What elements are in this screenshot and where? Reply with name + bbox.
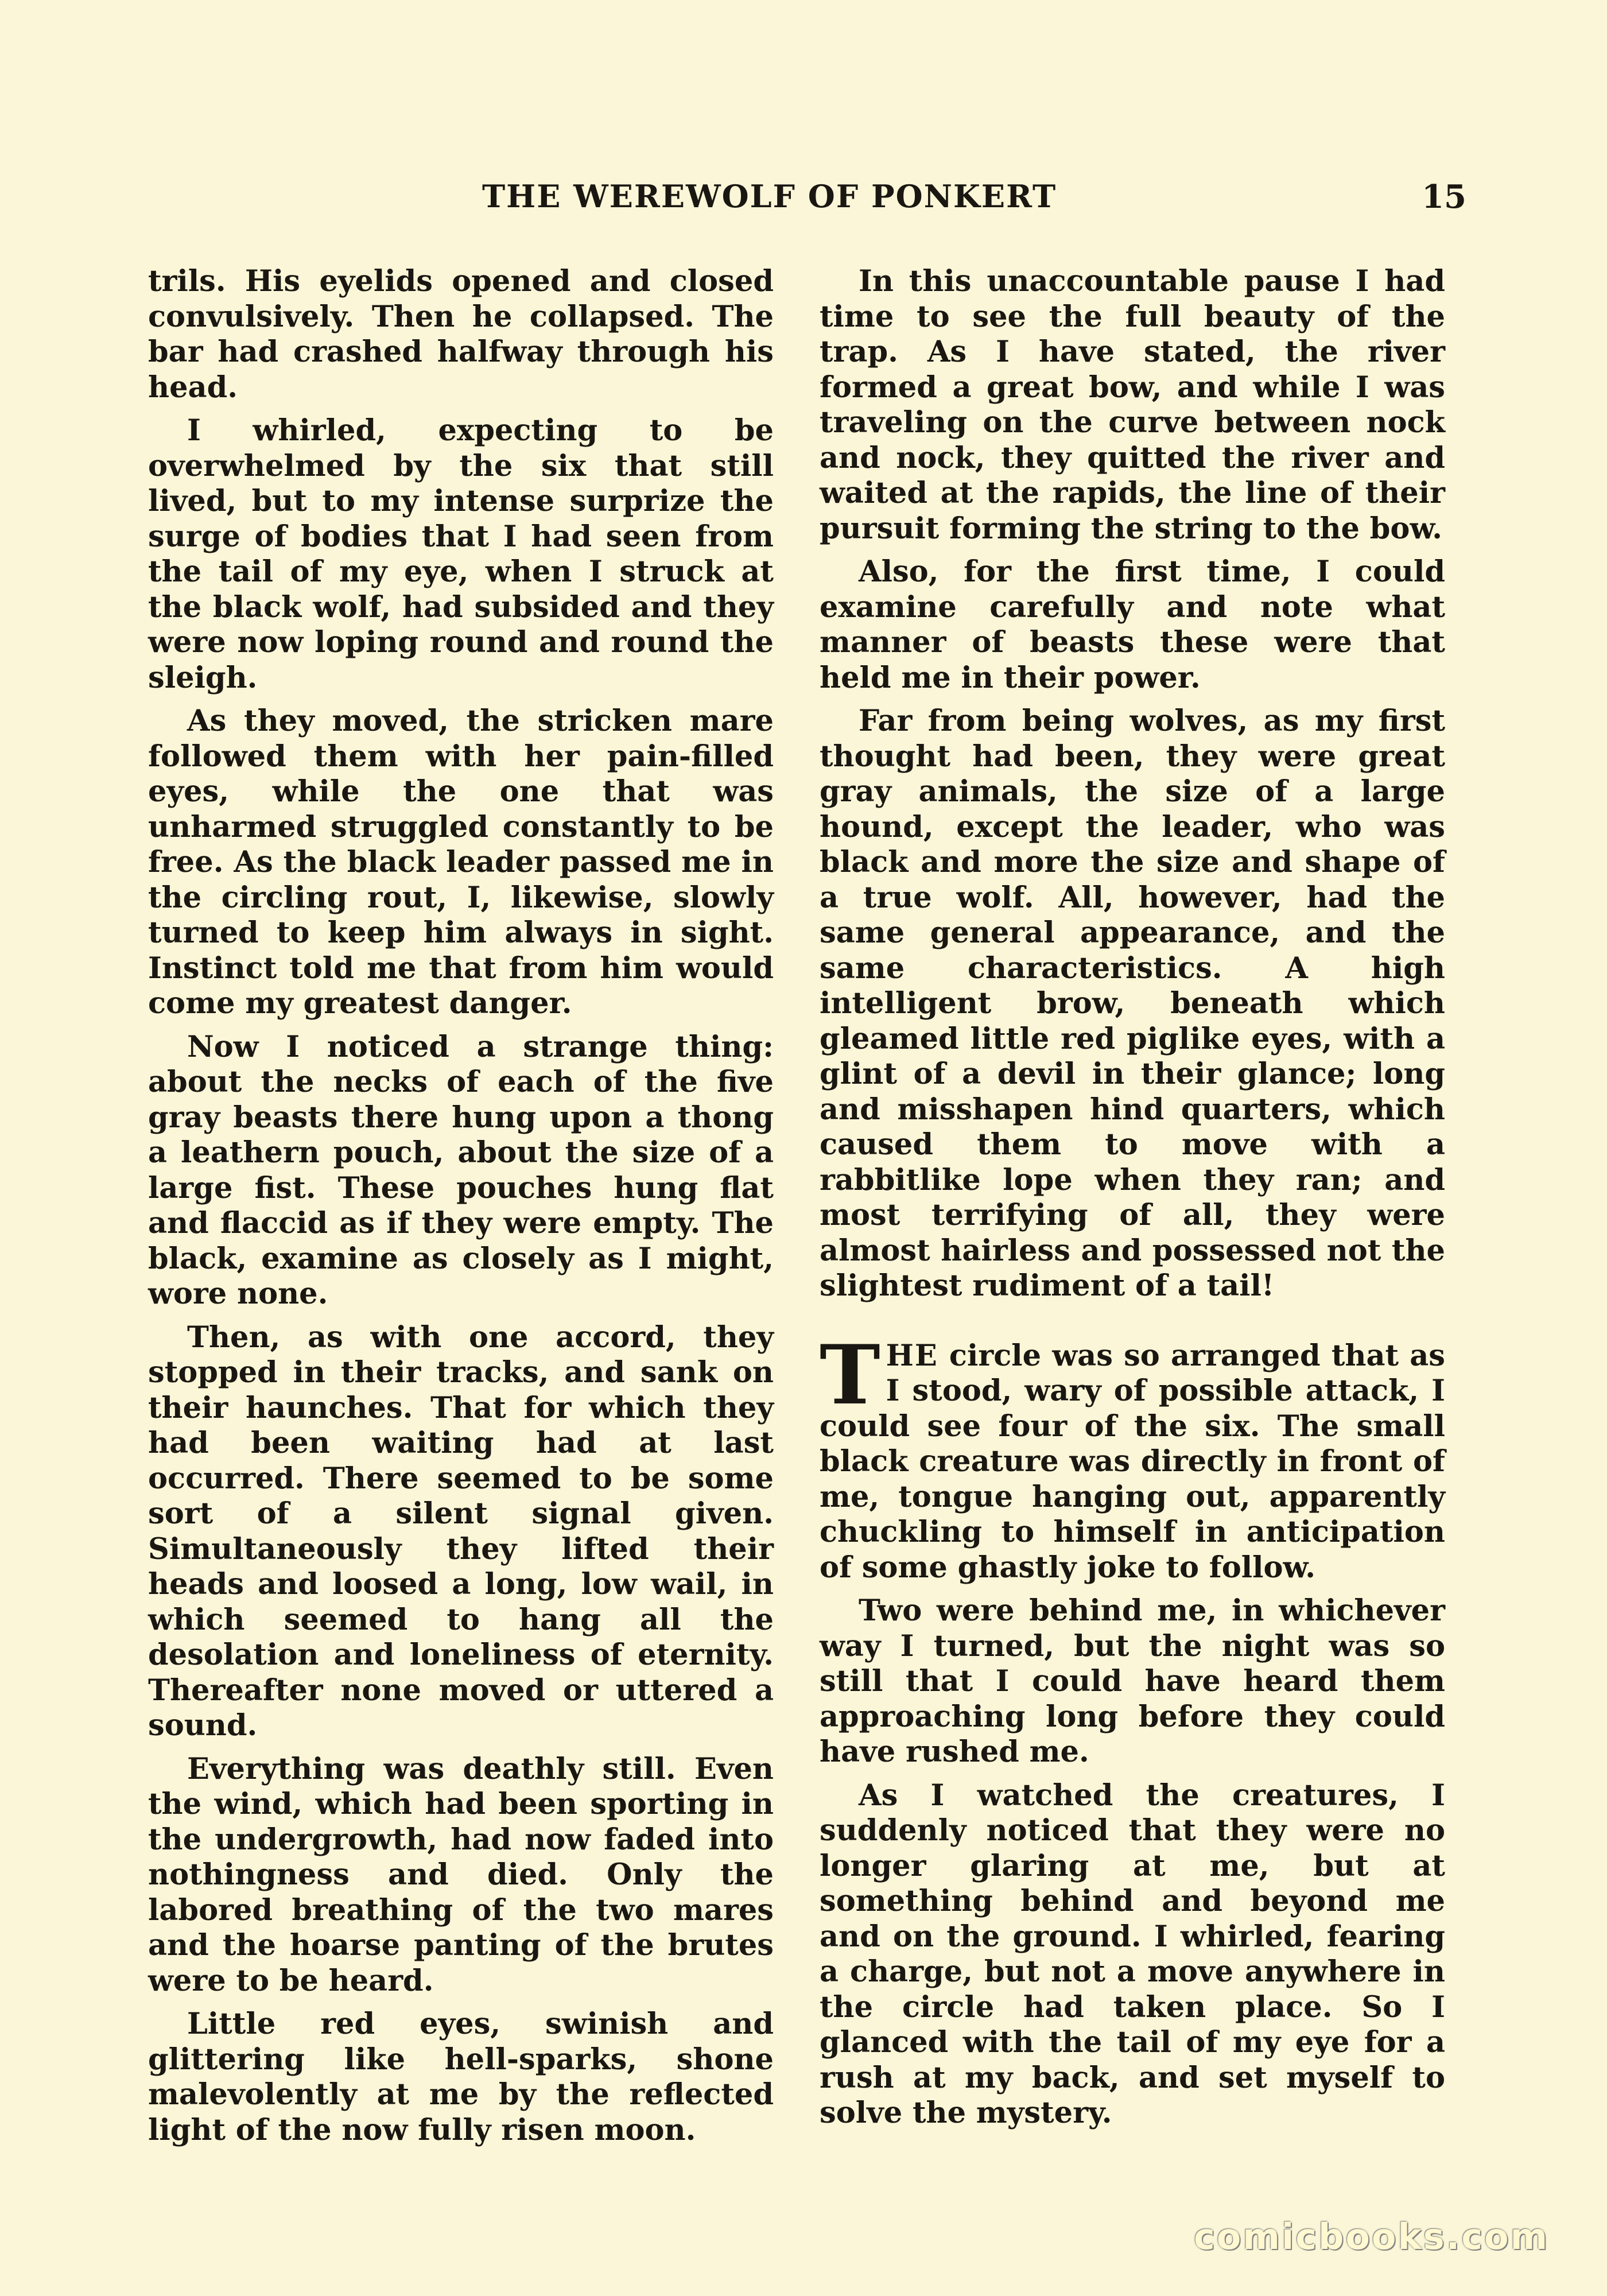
paragraph: In this unaccountable pause I had time to see the full beauty of the trap. As I have stated, the river formed a great bow, and while I was traveling on the curve between nock and nock, they quitted the river and waited at the rapids, the line of their pursuit forming the string to the bow. — [820, 264, 1445, 546]
paragraph: Then, as with one accord, they stopped in their tracks, and sank on their haunches. That for which they had been waiting had at last occurred. There seemed to be some sort of a silent signal given. Simultaneously they lifted their heads and loosed a long, low wail, in which seemed to hang all the desolation and loneliness of eternity. Thereafter none moved or uttered a sound. — [148, 1320, 774, 1743]
site-watermark: comicbooks.com — [1194, 2216, 1550, 2258]
paragraph: Two were behind me, in whichever way I turned, but the night was so still that I could have heard them approaching long before they could have rushed me. — [820, 1593, 1445, 1769]
running-title: THE WEREWOLF OF PONKERT — [482, 178, 1057, 215]
paragraph: As I watched the creatures, I suddenly noticed that they were no longer glaring at me, but at something behind and beyond me and on the ground. I whirled, fearing a charge, but not a move anywhere in the circle had taken place. So I glanced with the tail of my eye for a rush at my back, and set myself to solve the mystery. — [820, 1778, 1445, 2130]
paragraph: Everything was deathly still. Even the wind, which had been sporting in the undergrowth, had now faded into nothingness and died. Only the labored breathing of the two mares and the hoarse panting of the brutes were to be heard. — [148, 1751, 774, 1998]
small-caps-lead: HE — [886, 1338, 938, 1373]
paragraph: Also, for the first time, I could examine carefully and note what manner of beasts these were that held me in their power. — [820, 554, 1445, 695]
section-opening-paragraph — [820, 1327, 1445, 1586]
paragraph: Far from being wolves, as my first thought had been, they were great gray animals, the size of a large hound, except the leader, who was black and more the size and shape of a true wolf. All, however, had the same general appearance, and the same characteristics. A high intelligent brow, beneath which gleamed little red piglike eyes, with a glint of a devil in their glance; long and misshapen hind quarters, which caused them to move with a rabbitlike lope when they ran; and most terrifying of all, they were almost hairless and possessed not the slightest rudiment of a tail! — [820, 704, 1445, 1303]
paragraph: Little red eyes, swinish and glittering like hell-sparks, shone malevolently at me by the reflected light of the now fully risen moon. — [148, 2007, 774, 2147]
paragraph: Now I noticed a strange thing: about the necks of each of the five gray beasts there hung upon a thong a leathern pouch, about the size of a large fist. These pouches hung flat and flaccid as if they were empty. The black, examine as closely as I might, wore none. — [148, 1029, 774, 1311]
paragraph: trils. His eyelids opened and closed convulsively. Then he collapsed. The bar had crashed halfway through his head. — [148, 264, 774, 405]
paragraph: As they moved, the stricken mare followed them with her pain-filled eyes, while the one that was unharmed struggled constantly to be free. As the black leader passed me in the circling rout, I, likewise, slowly turned to keep him always in sight. Instinct told me that from him would come my greatest danger. — [148, 704, 774, 1021]
paragraph: I whirled, expecting to be overwhelmed by the six that still lived, but to my intense surprize the surge of bodies that I had seen from the tail of my eye, when I struck at the black wolf, had subsided and they were now loping round and round the sleigh. — [148, 413, 774, 695]
page-number: 15 — [1422, 178, 1466, 216]
drop-cap: T — [820, 1327, 880, 1423]
right-column — [820, 264, 1445, 2139]
paragraph-text: circle was so arranged that as I stood, wary of possible attack, I could see four of the six. The small black creature was directly in front of me, tongue hanging out, apparently chuckling to himself in anticipation of some ghastly joke to follow. — [820, 1338, 1445, 1585]
left-column — [148, 264, 774, 2156]
